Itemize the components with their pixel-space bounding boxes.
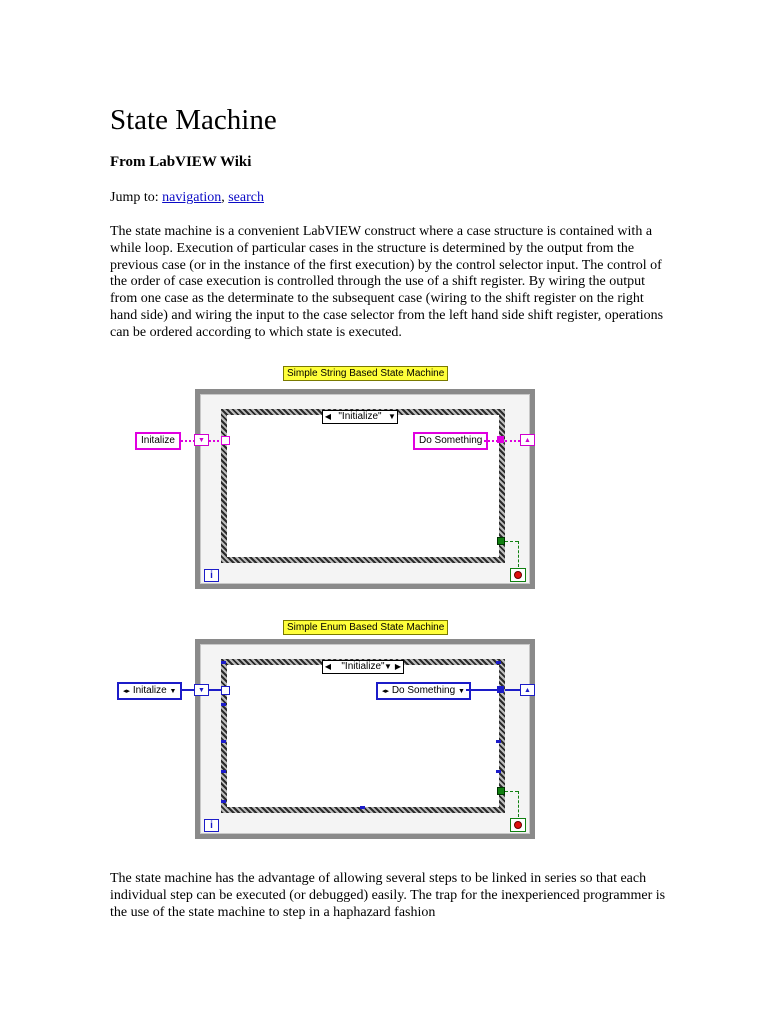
boolean-tunnel	[497, 787, 505, 795]
stop-terminal-icon	[510, 818, 526, 832]
down-arrow-icon: ▼	[198, 686, 205, 694]
jump-to-links	[110, 188, 264, 208]
boolean-tunnel	[497, 537, 505, 545]
diagram-label: Simple String Based State Machine	[283, 366, 448, 381]
enum-tick	[360, 806, 365, 809]
enum-arrows-icon: ◂▸	[123, 688, 131, 695]
string-wire	[181, 440, 195, 442]
decrement-arrow-icon: ◀	[324, 412, 332, 421]
initialize-string-constant: Initalize	[135, 432, 181, 450]
enum-tick	[221, 800, 226, 803]
iteration-terminal: i	[204, 569, 219, 582]
page-subtitle: From LabVIEW Wiki	[110, 154, 252, 170]
down-arrow-icon: ▼	[198, 436, 205, 444]
stop-terminal-icon	[510, 568, 526, 582]
output-tunnel	[497, 686, 504, 693]
case-selector-terminal	[221, 436, 230, 445]
navigation-link[interactable]: navigation	[162, 190, 222, 205]
boolean-wire	[518, 541, 519, 567]
enum-tick	[221, 770, 226, 773]
dropdown-arrow-icon: ▼	[457, 688, 465, 695]
intro-paragraph: The state machine is a convenient LabVIEW construct where a case structure is contained with a while loop. Execution of particular cases in the structure is determined by the output from the previous case (or in the instance of the first execution) by the control selector input. The control of the order of case execution is controlled through the use of a shift register. By wiring the output from one case as the determinate to the subsequent case (wiring to the shift register on the right hand side) and wiring the input to the case selector from the left hand side shift register, operations can be ordered according to which state is executed.	[110, 224, 664, 340]
string-wire	[505, 440, 520, 442]
left-shift-register	[194, 684, 209, 696]
enum-wire	[466, 689, 497, 691]
do-something-string-constant: Do Something	[413, 432, 488, 450]
decrement-arrow-icon: ◀	[324, 662, 332, 671]
diagram-label: Simple Enum Based State Machine	[283, 620, 448, 635]
iteration-terminal: i	[204, 819, 219, 832]
dropdown-arrow-icon: ▼	[388, 412, 396, 421]
second-paragraph: The state machine has the advantage of allowing several steps to be linked in series so that each individual step can be executed (or debugged) easily. The trap for the inexperienced programmer is the use of the state machine to step in a haphazard fashion	[110, 871, 666, 920]
page-title: State Machine	[110, 104, 277, 136]
enum-arrows-icon: ◂▸	[382, 688, 390, 695]
enum-wire	[181, 689, 195, 691]
search-link[interactable]: search	[228, 190, 264, 205]
string-wire	[484, 440, 498, 442]
enum-wire	[505, 689, 520, 691]
enum-tick	[221, 661, 226, 664]
up-arrow-icon: ▲	[524, 686, 531, 694]
case-selector: ◀ "Initialize" ▼ ▶	[322, 660, 404, 674]
left-shift-register	[194, 434, 209, 446]
increment-arrow-icon: ▶	[394, 662, 402, 671]
boolean-wire	[505, 541, 518, 542]
boolean-wire	[505, 791, 518, 792]
initialize-enum-constant: ◂▸ Initalize ▼	[117, 682, 182, 700]
jump-separator: ,	[221, 190, 229, 205]
case-selector-terminal	[221, 686, 230, 695]
enum-tick	[496, 770, 501, 773]
case-selector: ◀ "Initialize" ▼	[322, 410, 398, 424]
output-tunnel	[497, 436, 504, 443]
dropdown-arrow-icon: ▼	[169, 688, 177, 695]
right-shift-register	[520, 434, 535, 446]
enum-tick	[496, 661, 501, 664]
do-something-enum-constant: ◂▸ Do Something ▼	[376, 682, 471, 700]
right-shift-register	[520, 684, 535, 696]
up-arrow-icon: ▲	[524, 436, 531, 444]
jump-to-label: Jump to:	[110, 190, 159, 205]
enum-tick	[221, 703, 226, 706]
enum-tick	[221, 740, 226, 743]
dropdown-arrow-icon: ▼	[384, 662, 392, 671]
boolean-wire	[518, 791, 519, 817]
enum-tick	[496, 740, 501, 743]
